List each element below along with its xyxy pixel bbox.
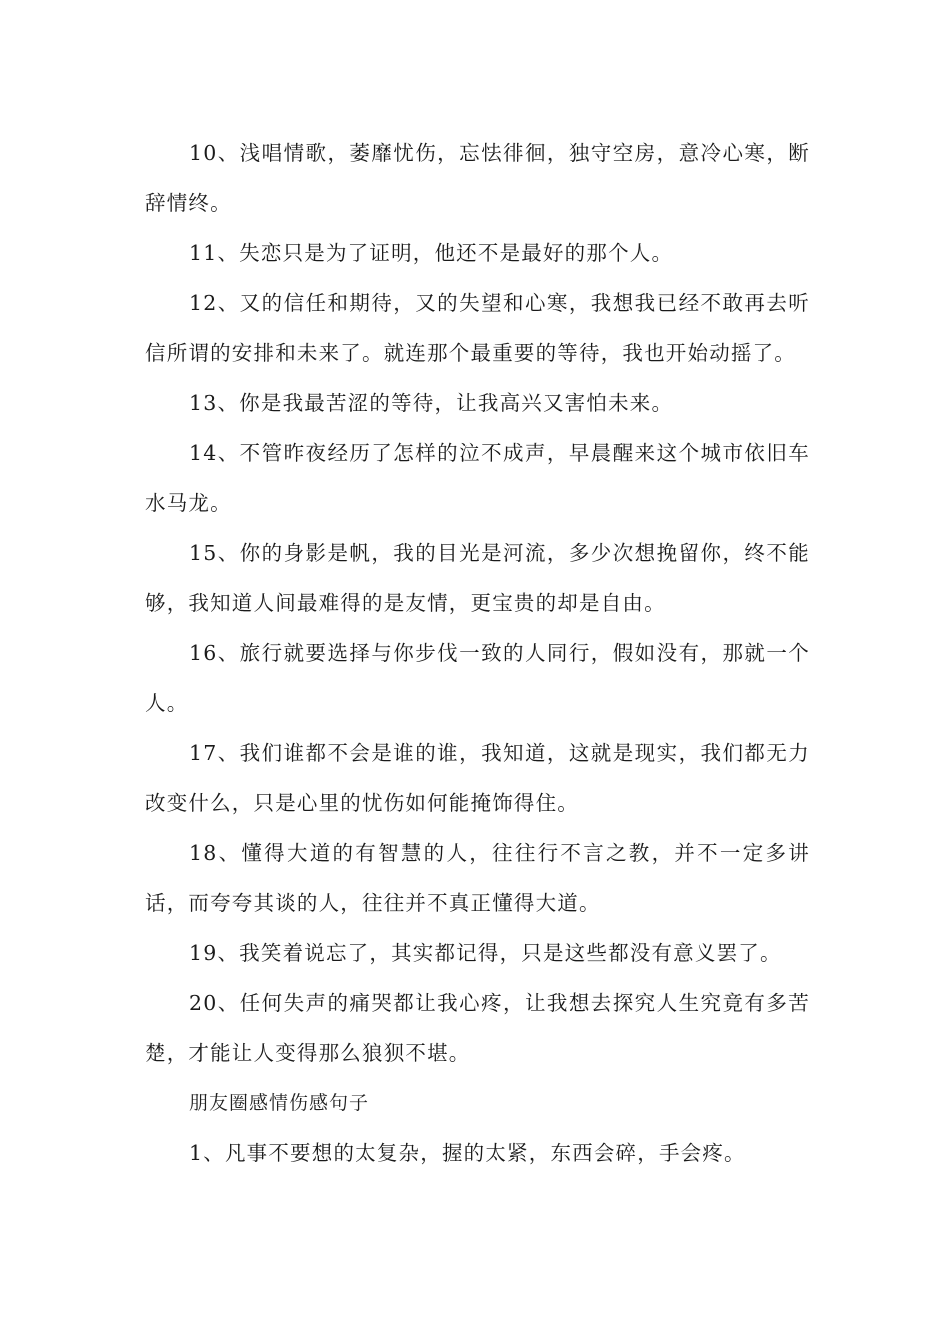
paragraph-item-20: 20、任何失声的痛哭都让我心疼，让我想去探究人生究竟有多苦楚，才能让人变得那么狼狈不堪。 xyxy=(145,991,810,1065)
paragraph-item-17: 17、我们谁都不会是谁的谁，我知道，这就是现实，我们都无力改变什么，只是心里的忧伤如何能掩饰得住。 xyxy=(145,741,810,815)
paragraph-item-13: 13、你是我最苦涩的等待，让我高兴又害怕未来。 xyxy=(189,391,674,415)
paragraph-item-19: 19、我笑着说忘了，其实都记得，只是这些都没有意义罢了。 xyxy=(189,941,782,965)
paragraph-item-14: 14、不管昨夜经历了怎样的泣不成声，早晨醒来这个城市依旧车水马龙。 xyxy=(145,441,810,515)
document-body xyxy=(145,128,810,1178)
paragraph-item-12: 12、又的信任和期待，又的失望和心寒，我想我已经不敢再去听信所谓的安排和未来了。就连那个最重要的等待，我也开始动摇了。 xyxy=(145,291,810,365)
paragraph-item-15: 15、你的身影是帆，我的目光是河流，多少次想挽留你，终不能够，我知道人间最难得的是友情，更宝贵的却是自由。 xyxy=(145,541,810,615)
section-heading: 朋友圈感情伤感句子 xyxy=(189,1092,370,1114)
section-paragraph-item-1: 1、凡事不要想的太复杂，握的太紧，东西会碎，手会疼。 xyxy=(189,1141,746,1165)
paragraph-item-11: 11、失恋只是为了证明，他还不是最好的那个人。 xyxy=(189,241,674,265)
paragraph-item-10: 10、浅唱情歌，萎靡忧伤，忘怯徘徊，独守空房，意冷心寒，断辞情终。 xyxy=(145,141,810,215)
paragraph-item-16: 16、旅行就要选择与你步伐一致的人同行，假如没有，那就一个人。 xyxy=(145,641,810,715)
paragraph-item-18: 18、懂得大道的有智慧的人，往往行不言之教，并不一定多讲话，而夸夸其谈的人，往往并不真正懂得大道。 xyxy=(145,841,810,915)
